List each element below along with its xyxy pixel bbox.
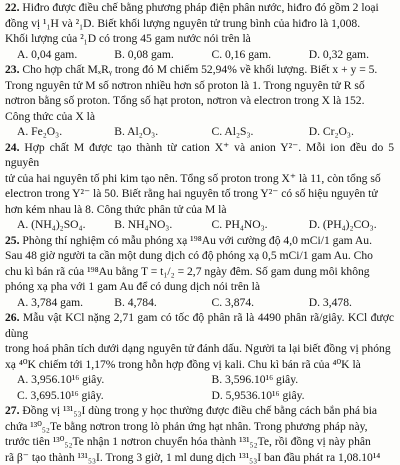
option-b[interactable]: B. NH₄NO₃. — [102, 217, 199, 233]
question-number: 27. — [5, 404, 20, 417]
question-text: Cho hợp chất MₓRᵧ trong đó M chiếm 52,94% về khối lượng. Biết x + y = 5. — [22, 63, 377, 76]
question-number: 22. — [5, 1, 20, 14]
question-22 — [5, 0, 394, 62]
option-d[interactable]: D. 0,32 gam. — [297, 47, 394, 63]
question-text: Trong nguyên tử M số nơtron nhiều hơn số proton là 1. Trong nguyên tử R số — [5, 78, 394, 94]
question-text: Phòng thí nghiệm có mẫu phóng xạ ¹⁹⁸Au với cường độ 4,0 mCi/1 gam Au. — [22, 234, 372, 247]
answer-options — [5, 295, 394, 311]
question-text: electron trong Y²⁻ là 50. Biết rằng hai nguyên tố trong Y²⁻ có số hiệu nguyên tử — [5, 186, 394, 202]
question-text: rã β⁻ tạo thành ¹³¹₅₃I. Trong 3 giờ, 1 ml dung dịch ¹³¹₅₃I ban đầu phát ra 1,08.10¹⁴ — [5, 450, 394, 465]
question-text: Mẫu vật KCl nặng 2,71 gam có tốc độ phân rã là 4490 phân rã/giây. KCl được dùng — [5, 311, 394, 340]
question-24 — [5, 140, 394, 233]
answer-options — [5, 47, 394, 63]
answer-options — [5, 217, 394, 233]
question-text: trước tiên ¹³⁰₅₂Te nhận 1 nơtron chuyển hóa thành ¹³¹₅₂Te, rồi đồng vị này phân — [5, 434, 394, 450]
question-text: phóng xạ pha với 1 gam Au để có dung dịch nói trên là — [5, 279, 394, 295]
option-a[interactable]: A. Fe₂O₃. — [5, 124, 102, 140]
question-text: Khối lượng của ²₁D có trong 45 gam nước nói trên là — [5, 31, 394, 47]
option-d[interactable]: D. (PH₄)₂CO₃. — [297, 217, 394, 233]
question-26 — [5, 310, 394, 403]
option-b[interactable]: B. Al₂O₃. — [102, 124, 199, 140]
option-d[interactable]: D. Cr₂O₃. — [297, 124, 394, 140]
option-a[interactable]: A. 0,04 gam. — [5, 47, 102, 63]
question-number: 26. — [5, 311, 20, 324]
question-text: Sau 48 giờ người ta cần một dung dịch có độ phóng xạ 0,5 mCi/1 gam Au. Cho — [5, 248, 394, 264]
answer-options — [5, 388, 394, 404]
question-text: chứa ¹³⁰₅₂Te bằng nơtron trong lò phản ứng hạt nhân. Trong phương pháp này, — [5, 419, 394, 435]
question-text: chu kì bán rã của ¹⁹⁸Au bằng T = t₁/₂ = 2,7 ngày đêm. Số gam dung môi không — [5, 264, 394, 280]
question-text: Hiđro được điều chế bằng phương pháp điện phân nước, hiđro đó gồm 2 loại — [22, 1, 378, 14]
question-text: hơn kém nhau là 8. Công thức phân tử của M là — [5, 202, 394, 218]
question-text: trong hoá phân tích dưới dạng nguyên tử đánh dấu. Người ta lại biết đồng vị phóng — [5, 341, 394, 357]
answer-options — [5, 124, 394, 140]
question-number: 25. — [5, 234, 20, 247]
option-a[interactable]: A. 3,784 gam. — [5, 295, 102, 311]
question-number: 24. — [5, 141, 20, 154]
question-text: Hợp chất M được tạo thành từ cation X⁺ và anion Y²⁻. Mỗi ion đều do 5 nguyên — [5, 141, 394, 170]
question-text: đồng vị ¹₁H và ²₁D. Biết khối lượng nguyên tử trung bình của hiđro là 1,008. — [5, 16, 394, 32]
question-25 — [5, 233, 394, 311]
option-a[interactable]: A. 3,956.10¹⁶ giây. — [5, 372, 200, 388]
question-text: tử của hai nguyên tố phi kim tạo nên. Tổng số proton trong X⁺ là 11, còn tổng số — [5, 171, 394, 187]
option-c[interactable]: C. 3,695.10¹⁶ giây. — [5, 388, 200, 404]
question-text: Công thức của X là — [5, 109, 394, 125]
question-text: Đồng vị ¹³¹₅₃I dùng trong y học thường được điều chế bằng cách bắn phá bia — [22, 404, 377, 417]
question-23 — [5, 62, 394, 140]
question-text: nơtron bằng số proton. Tổng số hạt proton, nơtron và electron trong X là 152. — [5, 93, 394, 109]
option-b[interactable]: B. 0,08 gam. — [102, 47, 199, 63]
option-d[interactable]: D. 5,9536.10¹⁶ giây. — [200, 388, 395, 404]
option-d[interactable]: D. 3,478. — [297, 295, 394, 311]
option-c[interactable]: C. Al₂S₃. — [200, 124, 297, 140]
question-27 — [5, 403, 394, 465]
option-b[interactable]: B. 4,784. — [102, 295, 199, 311]
question-number: 23. — [5, 63, 20, 76]
option-c[interactable]: C. 0,16 gam. — [200, 47, 297, 63]
option-a[interactable]: A. (NH₄)₂SO₄. — [5, 217, 102, 233]
answer-options — [5, 372, 394, 388]
question-text: xạ ⁴⁰K chiếm tới 1,17% trong hỗn hợp đồng vị kali. Chu kì bán rã của ⁴⁰K là — [5, 357, 394, 373]
option-c[interactable]: C. PH₄NO₃. — [200, 217, 297, 233]
option-c[interactable]: C. 3,874. — [200, 295, 297, 311]
option-b[interactable]: B. 3,596.10¹⁶ giây. — [200, 372, 395, 388]
